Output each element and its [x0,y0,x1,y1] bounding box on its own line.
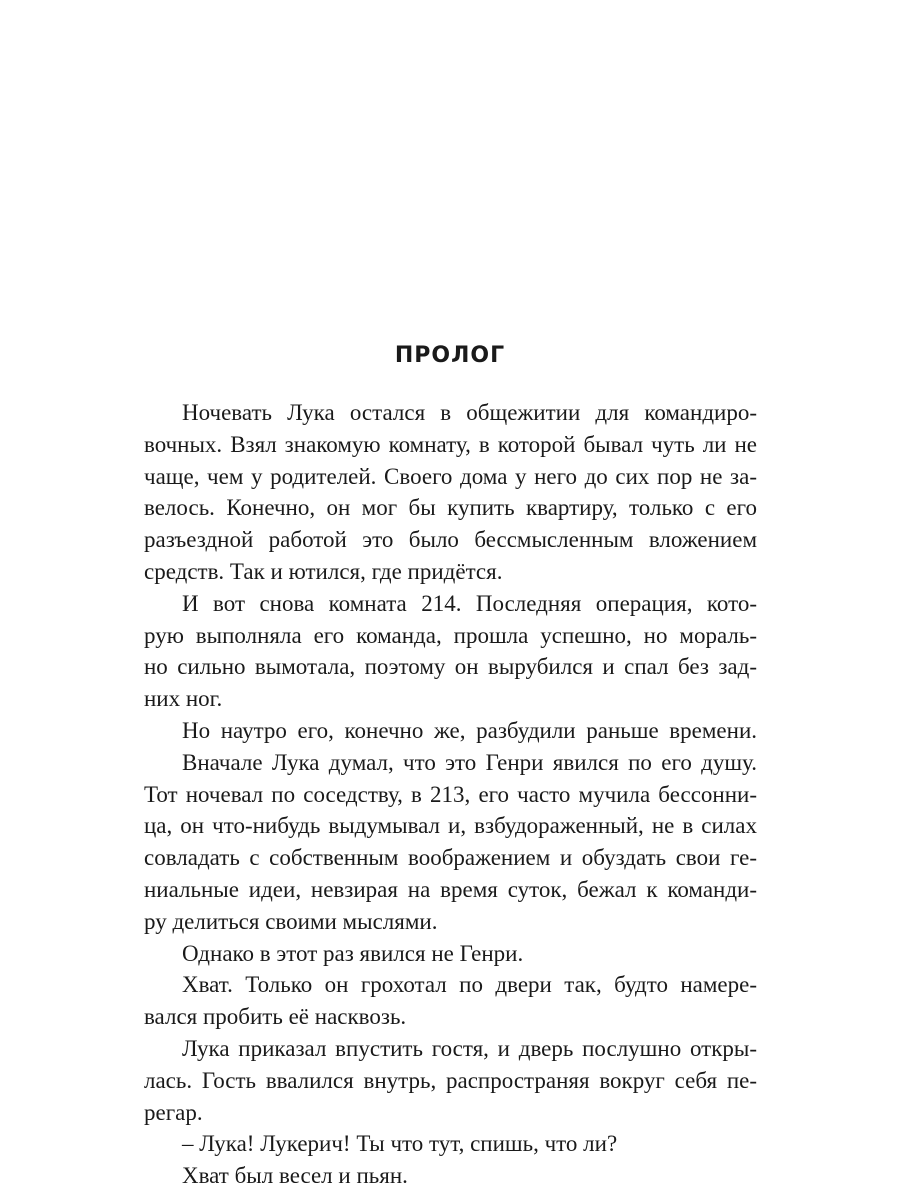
text-line: Вначале Лука думал, что это Генри явился по его душу. [182,749,757,775]
text-line: ниальные идеи, невзирая на время суток, бежал к команди- [144,876,757,902]
text-line: лась. Гость ввалился внутрь, распространяя вокруг себя пе- [144,1067,757,1093]
text-line: ца, он что-нибудь выдумывал и, взбудораженный, не в силах [144,813,757,839]
text-line: И вот снова комната 214. Последняя операция, кото- [182,590,757,616]
body-text [144,397,757,1192]
text-line: Хват был весел и пьян. [182,1163,408,1189]
text-line: Однако в этот раз явился не Генри. [182,940,524,966]
text-line: Лука приказал впустить гостя, и дверь послушно откры- [182,1035,757,1061]
text-line: средств. Так и ютился, где придётся. [144,558,503,584]
text-line: ру делиться своими мыслями. [144,908,438,934]
text-line: – Лука! Лукерич! Ты что тут, спишь, что ли? [182,1131,618,1157]
text-line: регар. [144,1099,203,1125]
text-line: рую выполняла его команда, прошла успешно, но мораль- [144,622,757,648]
text-line: вочных. Взял знакомую комнату, в которой бывал чуть ли не [144,431,757,457]
text-line: чаще, чем у родителей. Своего дома у него до сих пор не за- [144,463,757,489]
text-line: Ночевать Лука остался в общежитии для командиро- [182,400,757,425]
text-line: но сильно вымотала, поэтому он вырубился и спал без зад- [144,654,757,680]
text-line: совладать с собственным воображением и обуздать свои ге- [144,845,757,871]
text-line: велось. Конечно, он мог бы купить квартиру, только с его [144,495,757,521]
text-line: Хват. Только он грохотал по двери так, будто намере- [182,972,757,998]
chapter-title: ПРОЛОГ [394,343,506,368]
text-line: Тот ночевал по соседству, в 213, его часто мучила бессонни- [144,781,757,807]
text-line: Но наутро его, конечно же, разбудили раньше времени. [182,717,757,743]
text-line: разъездной работой это было бессмысленным вложением [144,527,757,553]
text-line: вался пробить её насквозь. [144,1004,407,1030]
text-line: них ног. [144,686,223,712]
